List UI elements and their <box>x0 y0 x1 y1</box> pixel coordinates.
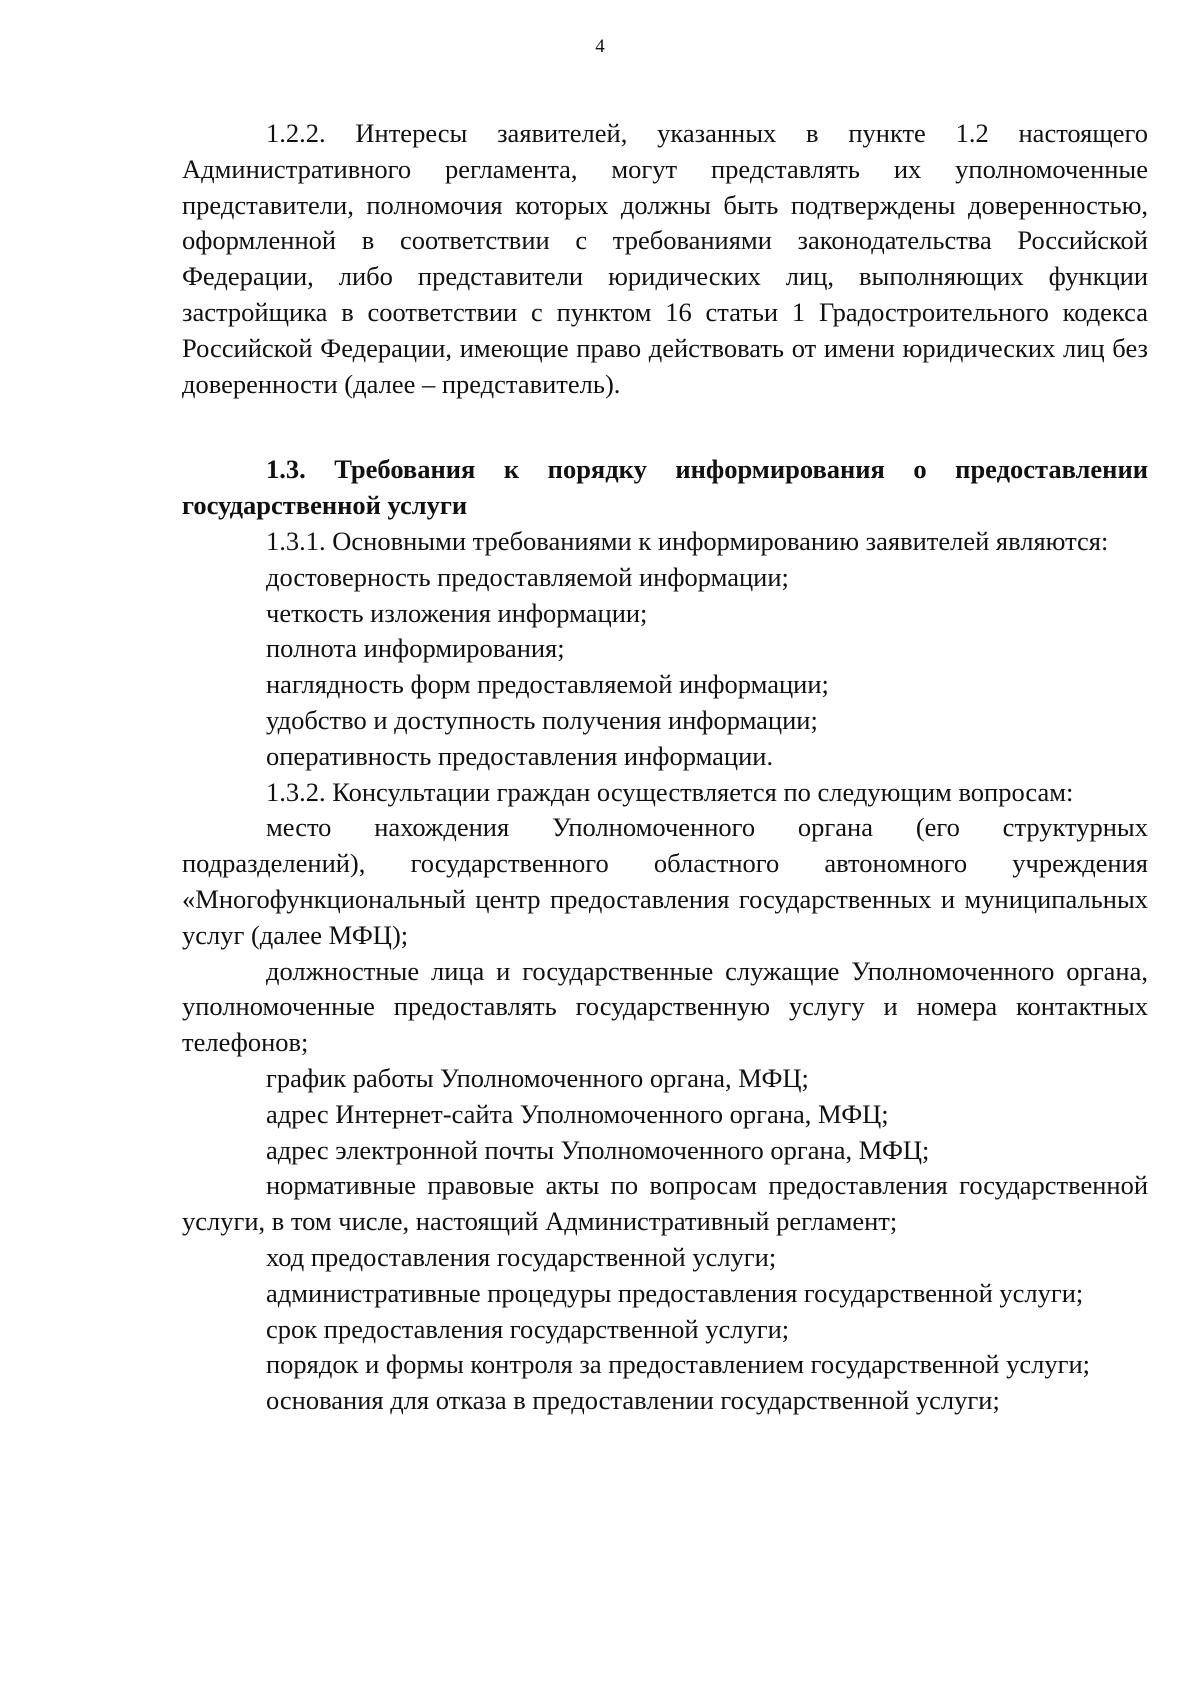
list-item-topic: адрес электронной почты Уполномоченного органа, МФЦ; <box>266 1134 930 1165</box>
list-item-topic: должностные лица и государственные служащие Уполномоченного органа, уполномоченные предоставлять государственную услугу и номера контактных телефонов; <box>182 955 1148 1058</box>
paragraph-1-3-1: 1.3.1. Основными требованиями к информированию заявителей являются: <box>266 525 1109 556</box>
list-item-topic: ход предоставления государственной услуги; <box>266 1241 777 1272</box>
list-item-topic: срок предоставления государственной услуги; <box>266 1313 790 1344</box>
list-item-requirement: наглядность форм предоставляемой информации; <box>266 669 829 700</box>
document-body <box>182 116 1148 1419</box>
paragraph-1-3-2: 1.3.2. Консультации граждан осуществляется по следующим вопросам: <box>266 776 1074 807</box>
list-item-requirement: оперативность предоставления информации. <box>266 740 774 771</box>
list-item-topic: основания для отказа в предоставлении государственной услуги; <box>266 1385 1000 1416</box>
list-item-topic: график работы Уполномоченного органа, МФЦ; <box>266 1062 809 1093</box>
list-item-requirement: четкость изложения информации; <box>266 597 648 628</box>
list-item-topic: порядок и формы контроля за предоставлением государственной услуги; <box>266 1349 1091 1380</box>
list-item-requirement: полнота информирования; <box>266 633 565 664</box>
paragraph-1-2-2: 1.2.2. Интересы заявителей, указанных в пункте 1.2 настоящего Административного регламента, могут представлять их уполномоченные представители, полномочия которых должны быть подтверждены доверенностью, оформленной в соответствии с требованиями законодательства Российской Федерации, либо представители юридических лиц, выполняющих функции застройщика в соответствии с пунктом 16 статьи 1 Градостроительного кодекса Российской Федерации, имеющие право действовать от имени юридических лиц без доверенности (далее – представитель). <box>182 118 1148 399</box>
list-item-topic: нормативные правовые акты по вопросам предоставления государственной услуги, в том числе, настоящий Административный регламент; <box>182 1170 1148 1237</box>
page-number: 4 <box>595 36 605 57</box>
list-item-topic: административные процедуры предоставления государственной услуги; <box>266 1277 1084 1308</box>
list-item-topic: адрес Интернет-сайта Уполномоченного органа, МФЦ; <box>266 1098 889 1129</box>
section-heading-1-3: 1.3. Требования к порядку информирования о предоставлении государственной услуги <box>182 454 1148 521</box>
list-item-requirement: удобство и доступность получения информации; <box>266 704 818 735</box>
list-item-topic: место нахождения Уполномоченного органа (его структурных подразделений), государственного областного автономного учреждения «Многофункциональный центр предоставления государственных и муниципальных услуг (далее МФЦ); <box>182 812 1148 950</box>
list-item-requirement: достоверность предоставляемой информации; <box>266 561 789 592</box>
